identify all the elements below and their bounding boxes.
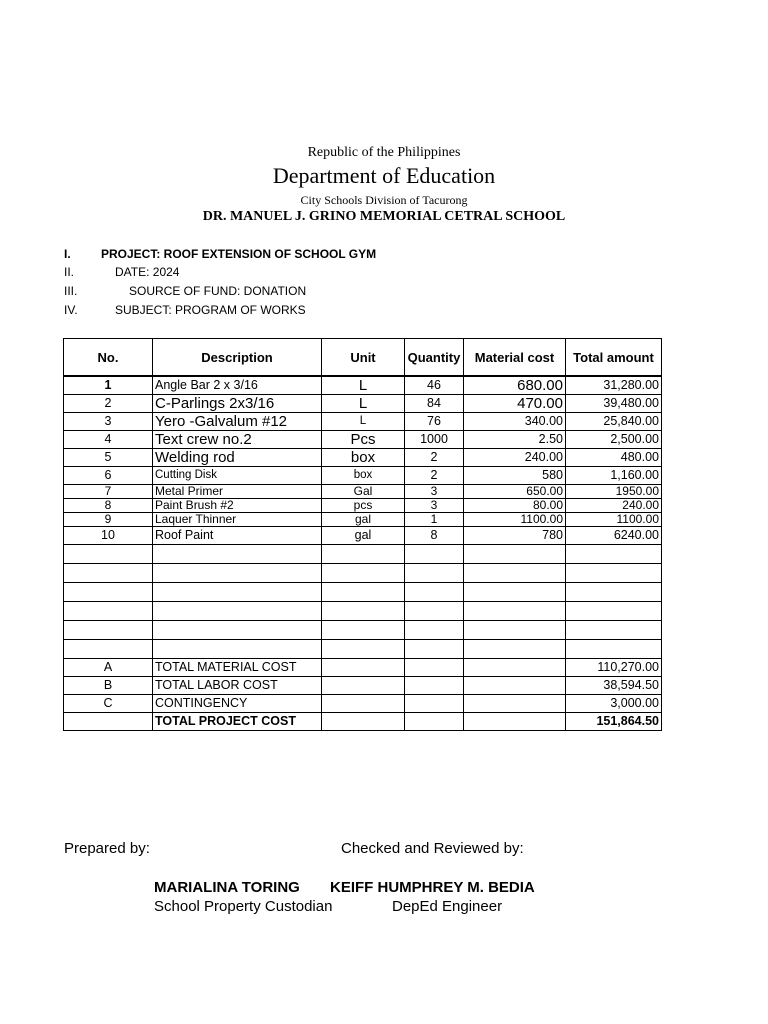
row-no: 8 — [64, 499, 153, 513]
row-quantity: 2 — [405, 467, 464, 485]
row-material-cost: 650.00 — [464, 485, 566, 499]
row-total-amount: 2,500.00 — [566, 431, 662, 449]
row-quantity: 84 — [405, 395, 464, 413]
col-header-quantity: Quantity — [405, 339, 464, 377]
col-header-description: Description — [153, 339, 322, 377]
row-no: 7 — [64, 485, 153, 499]
row-total-amount: 480.00 — [566, 449, 662, 467]
section-source-of-fund: SOURCE OF FUND: DONATION — [129, 284, 307, 298]
section-num-4: IV. — [64, 303, 78, 317]
row-material-cost: 780 — [464, 527, 566, 545]
header-republic: Republic of the Philippines — [307, 145, 461, 160]
program-of-works-table — [63, 338, 662, 731]
row-quantity: 2 — [405, 449, 464, 467]
row-unit: Gal — [322, 485, 405, 499]
row-description: Laquer Thinner — [153, 513, 322, 527]
row-unit: Pcs — [322, 431, 405, 449]
table-header-row — [64, 339, 662, 377]
row-description: Text crew no.2 — [153, 431, 322, 449]
table-row — [64, 376, 662, 395]
row-quantity: 76 — [405, 413, 464, 431]
row-total-amount: 25,840.00 — [566, 413, 662, 431]
row-total-amount: 1950.00 — [566, 485, 662, 499]
row-material-cost: 470.00 — [464, 395, 566, 413]
row-quantity: 1 — [405, 513, 464, 527]
table-row — [64, 527, 662, 545]
col-header-unit: Unit — [322, 339, 405, 377]
section-subject: SUBJECT: PROGRAM OF WORKS — [115, 303, 306, 317]
table-row — [64, 431, 662, 449]
summary-label: CONTINGENCY — [153, 695, 322, 713]
row-unit: gal — [322, 527, 405, 545]
summary-code: A — [64, 659, 153, 677]
row-quantity: 3 — [405, 485, 464, 499]
summary-code: B — [64, 677, 153, 695]
table-row — [64, 395, 662, 413]
row-no: 10 — [64, 527, 153, 545]
table-row — [64, 449, 662, 467]
row-no: 1 — [64, 376, 153, 395]
row-material-cost: 580 — [464, 467, 566, 485]
header-division: City Schools Division of Tacurong — [300, 193, 468, 207]
row-description: Metal Primer — [153, 485, 322, 499]
preparer-name: MARIALINA TORING — [154, 879, 300, 896]
row-material-cost: 1100.00 — [464, 513, 566, 527]
summary-code — [64, 713, 153, 731]
checker-name: KEIFF HUMPHREY M. BEDIA — [330, 879, 535, 896]
col-header-total-amount: Total amount — [566, 339, 662, 377]
summary-amount: 3,000.00 — [566, 695, 662, 713]
summary-row-material — [64, 659, 662, 677]
section-num-1: I. — [64, 247, 71, 261]
empty-row — [64, 564, 662, 583]
row-unit: gal — [322, 513, 405, 527]
summary-row-contingency — [64, 695, 662, 713]
col-header-material-cost: Material cost — [464, 339, 566, 377]
row-material-cost: 2.50 — [464, 431, 566, 449]
summary-amount: 151,864.50 — [566, 713, 662, 731]
row-description: Cutting Disk — [153, 467, 322, 485]
row-description: Yero -Galvalum #12 — [153, 413, 322, 431]
table-row — [64, 485, 662, 499]
row-no: 2 — [64, 395, 153, 413]
checked-by-label: Checked and Reviewed by: — [341, 840, 524, 857]
summary-row-labor — [64, 677, 662, 695]
summary-label: TOTAL MATERIAL COST — [153, 659, 322, 677]
row-total-amount: 6240.00 — [566, 527, 662, 545]
row-quantity: 3 — [405, 499, 464, 513]
row-material-cost: 240.00 — [464, 449, 566, 467]
row-quantity: 8 — [405, 527, 464, 545]
header-department: Department of Education — [272, 163, 496, 188]
empty-row — [64, 602, 662, 621]
row-description: Roof Paint — [153, 527, 322, 545]
row-description: Paint Brush #2 — [153, 499, 322, 513]
row-material-cost: 80.00 — [464, 499, 566, 513]
table-row — [64, 513, 662, 527]
empty-row — [64, 545, 662, 564]
empty-row — [64, 583, 662, 602]
table-row — [64, 499, 662, 513]
row-no: 4 — [64, 431, 153, 449]
row-no: 5 — [64, 449, 153, 467]
row-quantity: 46 — [405, 376, 464, 395]
section-project: PROJECT: ROOF EXTENSION OF SCHOOL GYM — [101, 247, 377, 261]
header-school: DR. MANUEL J. GRINO MEMORIAL CETRAL SCHOOL — [202, 209, 566, 224]
prepared-by-label: Prepared by: — [64, 840, 150, 857]
row-unit: L — [322, 395, 405, 413]
row-material-cost: 680.00 — [464, 376, 566, 395]
summary-label: TOTAL PROJECT COST — [153, 713, 322, 731]
row-unit: L — [322, 376, 405, 395]
row-total-amount: 1100.00 — [566, 513, 662, 527]
section-num-2: II. — [64, 265, 75, 279]
row-no: 6 — [64, 467, 153, 485]
table-row — [64, 467, 662, 485]
section-num-3: III. — [64, 284, 78, 298]
row-total-amount: 39,480.00 — [566, 395, 662, 413]
row-unit: box — [322, 467, 405, 485]
row-no: 3 — [64, 413, 153, 431]
row-unit: pcs — [322, 499, 405, 513]
row-no: 9 — [64, 513, 153, 527]
col-header-no: No. — [64, 339, 153, 377]
empty-row — [64, 621, 662, 640]
checker-title: DepEd Engineer — [392, 898, 503, 915]
table-row — [64, 413, 662, 431]
row-quantity: 1000 — [405, 431, 464, 449]
empty-row — [64, 640, 662, 659]
summary-amount: 110,270.00 — [566, 659, 662, 677]
row-unit: box — [322, 449, 405, 467]
row-description: Welding rod — [153, 449, 322, 467]
row-description: C-Parlings 2x3/16 — [153, 395, 322, 413]
row-description: Angle Bar 2 x 3/16 — [153, 376, 322, 395]
row-total-amount: 240.00 — [566, 499, 662, 513]
section-date: DATE: 2024 — [115, 265, 180, 279]
row-total-amount: 1,160.00 — [566, 467, 662, 485]
preparer-title: School Property Custodian — [154, 898, 333, 915]
row-material-cost: 340.00 — [464, 413, 566, 431]
summary-code: C — [64, 695, 153, 713]
row-unit: L — [322, 413, 405, 431]
row-total-amount: 31,280.00 — [566, 376, 662, 395]
summary-label: TOTAL LABOR COST — [153, 677, 322, 695]
summary-amount: 38,594.50 — [566, 677, 662, 695]
summary-row-total-project — [64, 713, 662, 731]
